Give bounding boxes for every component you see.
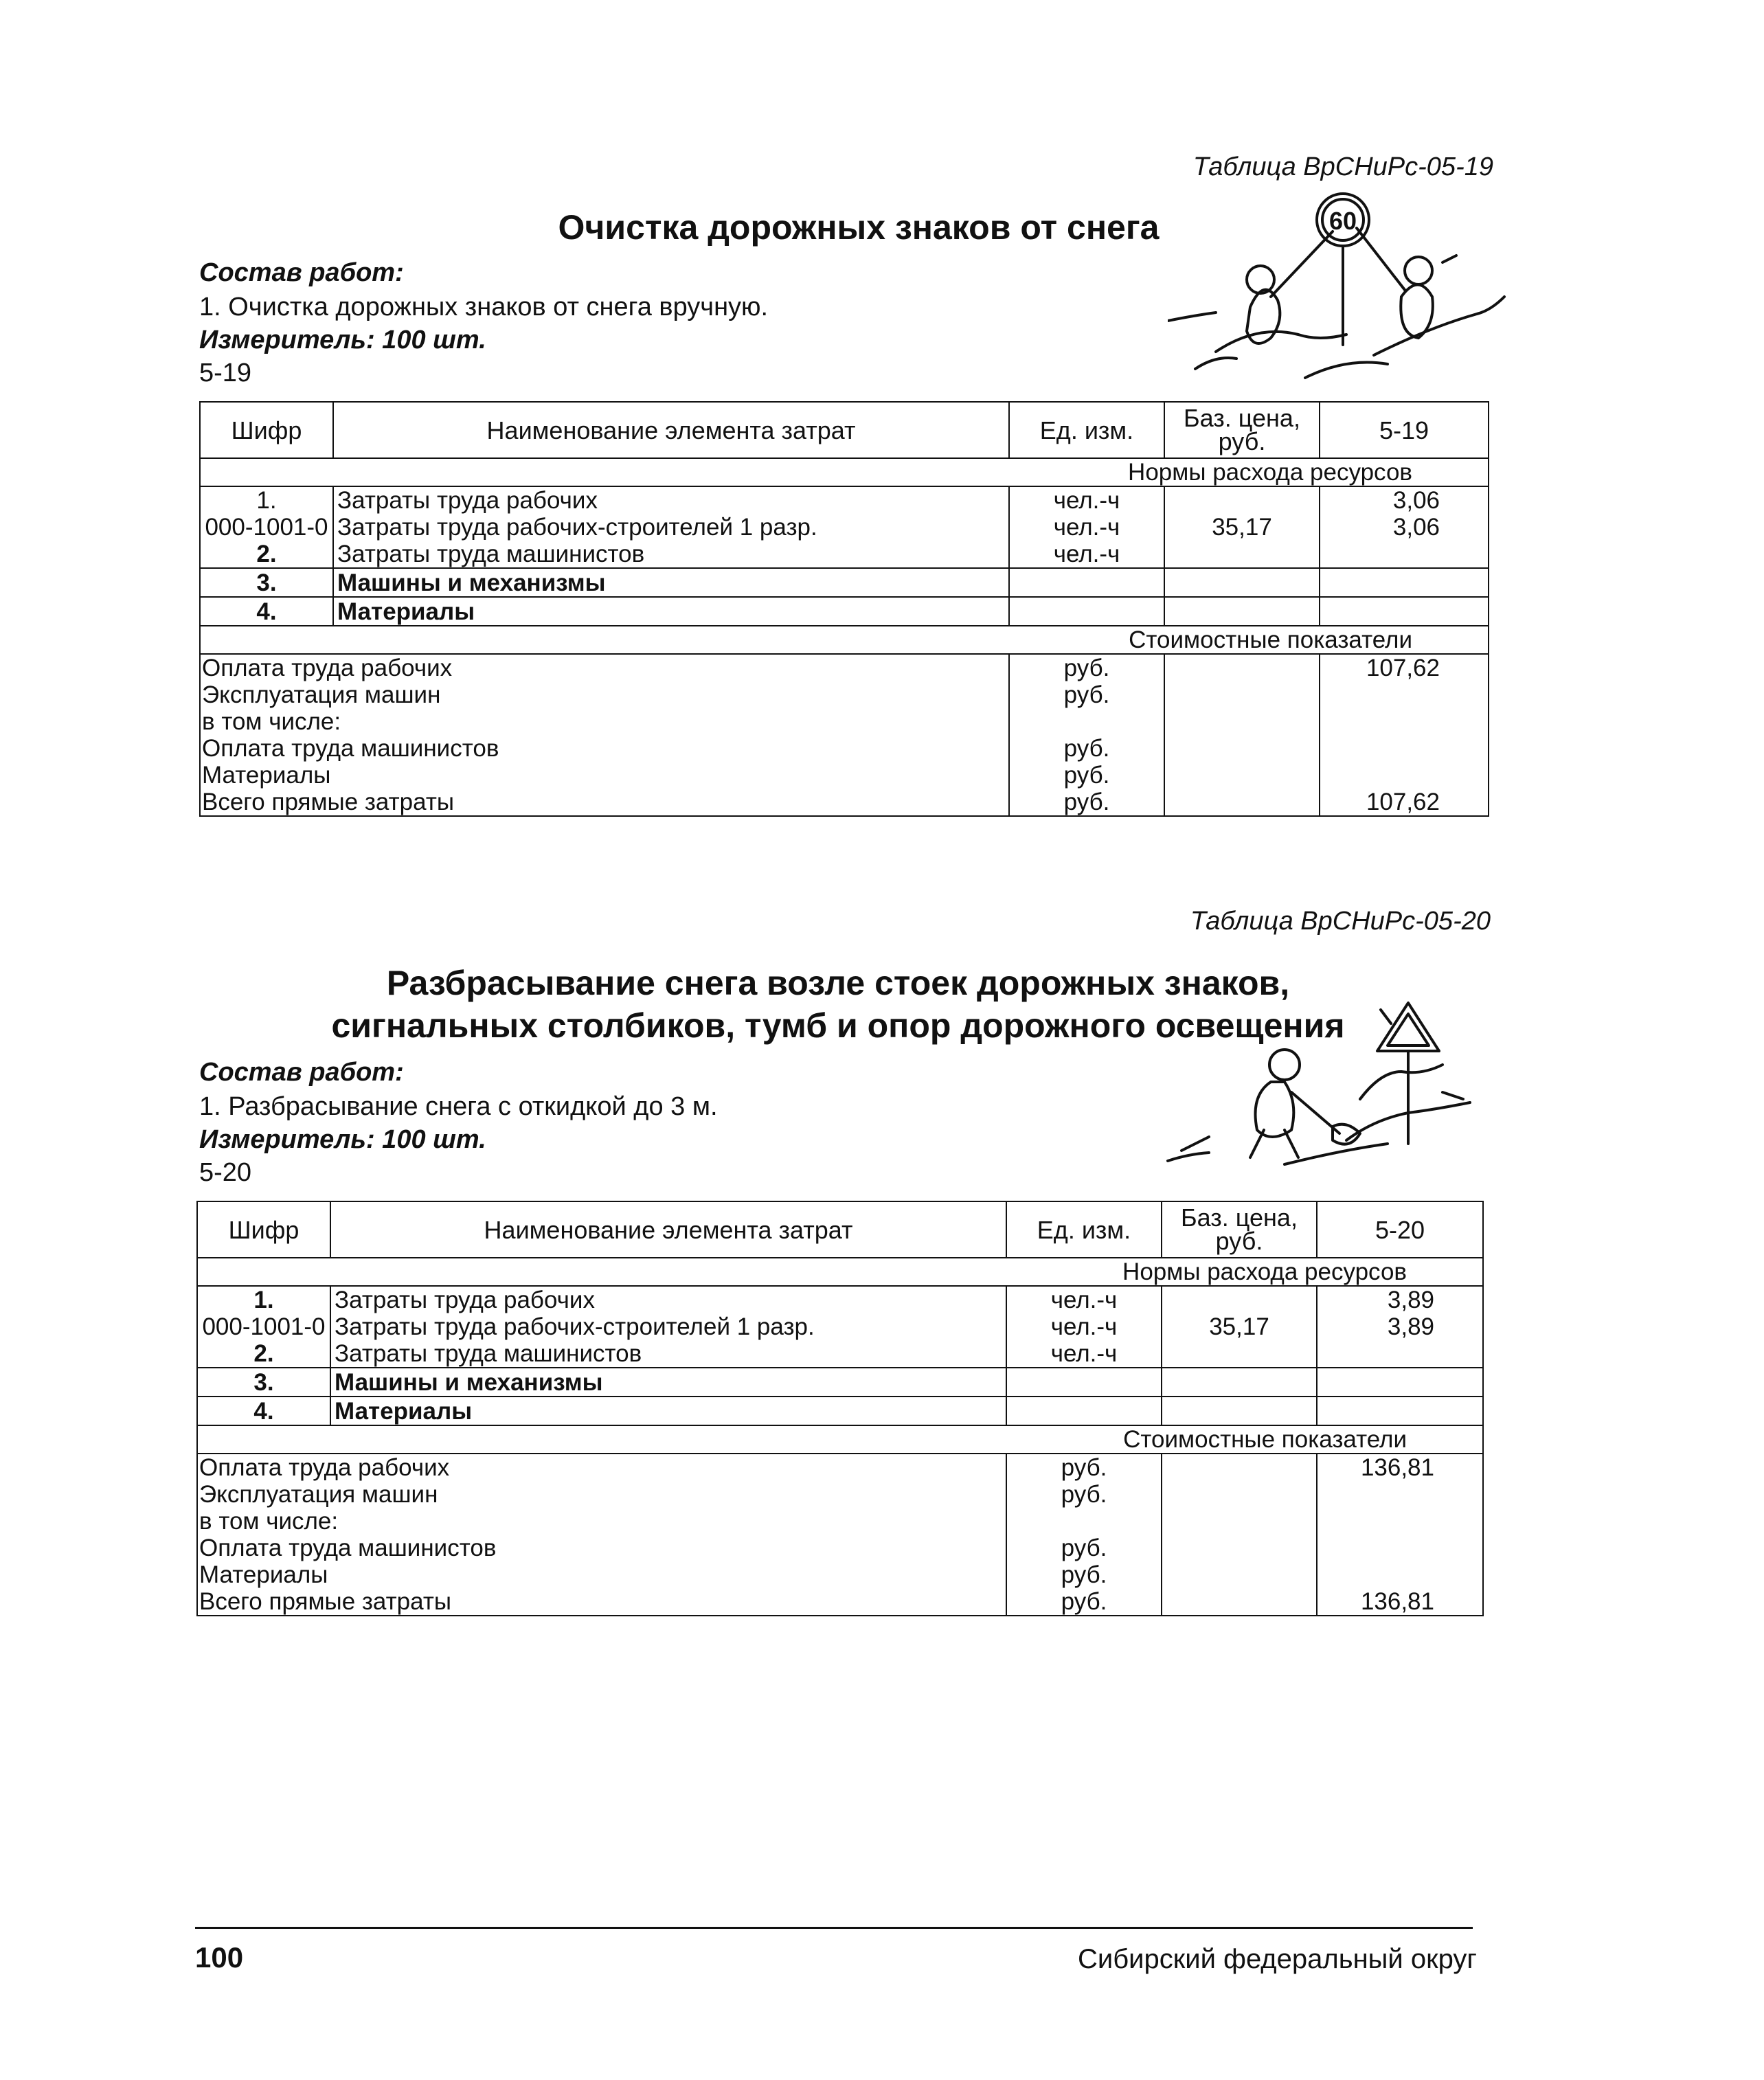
- table-row: 4. Материалы: [200, 597, 1489, 626]
- table-row: 1. Затраты труда рабочих чел.-ч 3,89: [197, 1286, 1483, 1313]
- table-row: 4. Материалы: [197, 1397, 1483, 1425]
- header-unit: Ед. изм.: [1009, 402, 1164, 458]
- section-title-line-2: сигнальных столбиков, тумб и опор дорожного освещения: [331, 1006, 1345, 1045]
- meter-label: Измеритель: 100 шт.: [199, 1125, 486, 1154]
- composition-item: 1. Разбрасывание снега с откидкой до 3 м.: [199, 1092, 718, 1121]
- footer-region: Сибирский федеральный округ: [1078, 1944, 1477, 1974]
- section-title: Очистка дорожных знаков от снега: [558, 208, 1160, 247]
- norm-code: 5-20: [199, 1158, 252, 1187]
- table-header-row: [200, 402, 1489, 458]
- header-code: 5-20: [1317, 1201, 1483, 1258]
- speed-sign-text: 60: [1328, 207, 1357, 235]
- norm-code: 5-19: [199, 359, 252, 387]
- header-cipher: Шифр: [200, 402, 333, 458]
- norms-section-label: Нормы расхода ресурсов: [200, 458, 1489, 486]
- workers-cleaning-sign-illustration: [1168, 187, 1511, 386]
- cost-row: Оплата труда рабочих руб. 136,81: [197, 1454, 1483, 1481]
- table-row: 2. Затраты труда машинистов чел.-ч: [197, 1340, 1483, 1368]
- header-code: 5-19: [1320, 402, 1489, 458]
- cost-row: Эксплуатация машин руб.: [200, 681, 1489, 708]
- cost-section-row: [200, 626, 1489, 654]
- header-price: Баз. цена, руб.: [1164, 402, 1320, 458]
- composition-label: Состав работ:: [199, 258, 404, 287]
- cost-row: в том числе:: [197, 1508, 1483, 1535]
- worker-shoveling-snow-illustration: [1154, 989, 1484, 1182]
- table-row: 000-1001-0 Затраты труда рабочих-строителей 1 разр. чел.-ч 35,17 3,89: [197, 1313, 1483, 1340]
- resource-norms-table: [196, 1201, 1484, 1616]
- norms-section-label: Нормы расхода ресурсов: [197, 1258, 1483, 1286]
- cost-section-label: Стоимостные показатели: [200, 626, 1489, 654]
- page-number: 100: [195, 1941, 244, 1974]
- cost-row: Оплата труда машинистов руб.: [197, 1535, 1483, 1561]
- cost-section-label: Стоимостные показатели: [197, 1425, 1483, 1454]
- norms-section-row: [197, 1258, 1483, 1286]
- composition-label: Состав работ:: [199, 1058, 404, 1087]
- header-name: Наименование элемента затрат: [333, 402, 1009, 458]
- header-cipher: Шифр: [197, 1201, 330, 1258]
- header-name: Наименование элемента затрат: [330, 1201, 1006, 1258]
- table-row: 000-1001-0 Затраты труда рабочих-строителей 1 разр. чел.-ч 35,17 3,06: [200, 514, 1489, 541]
- cost-row: Материалы руб.: [197, 1561, 1483, 1588]
- table-row: 3. Машины и механизмы: [200, 568, 1489, 597]
- cost-row: Эксплуатация машин руб.: [197, 1481, 1483, 1508]
- table-row: 1. Затраты труда рабочих чел.-ч 3,06: [200, 486, 1489, 514]
- footer-divider: [195, 1927, 1473, 1929]
- cost-row: Оплата труда машинистов руб.: [200, 735, 1489, 762]
- header-price: Баз. цена, руб.: [1162, 1201, 1317, 1258]
- cost-row: Всего прямые затраты руб. 107,62: [200, 789, 1489, 816]
- composition-item: 1. Очистка дорожных знаков от снега вручную.: [199, 293, 769, 321]
- table-reference: Таблица ВрСНиРс-05-19: [1192, 152, 1493, 181]
- table-row: 3. Машины и механизмы: [197, 1368, 1483, 1397]
- cost-row: Оплата труда рабочих руб. 107,62: [200, 654, 1489, 681]
- cost-row: Всего прямые затраты руб. 136,81: [197, 1588, 1483, 1616]
- table-row: 2. Затраты труда машинистов чел.-ч: [200, 541, 1489, 568]
- resource-norms-table: [199, 401, 1489, 817]
- section-title-line-1: Разбрасывание снега возле стоек дорожных знаков,: [386, 964, 1290, 1002]
- cost-row: Материалы руб.: [200, 762, 1489, 789]
- header-unit: Ед. изм.: [1006, 1201, 1162, 1258]
- norms-section-row: [200, 458, 1489, 486]
- table-reference: Таблица ВрСНиРс-05-20: [1190, 907, 1491, 936]
- meter-label: Измеритель: 100 шт.: [199, 326, 486, 354]
- cost-row: в том числе:: [200, 708, 1489, 735]
- table-header-row: [197, 1201, 1483, 1258]
- cost-section-row: [197, 1425, 1483, 1454]
